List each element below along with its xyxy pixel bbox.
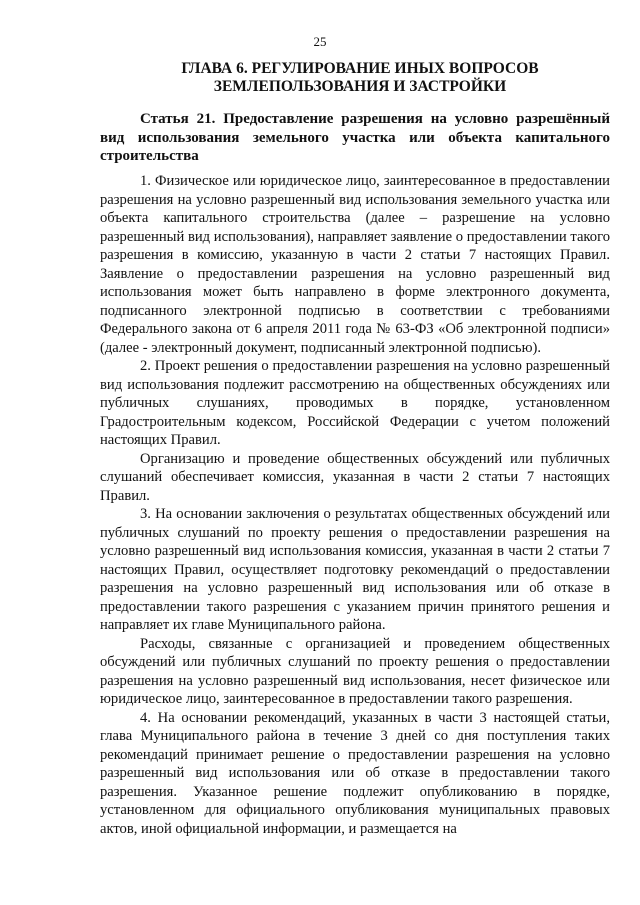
chapter-title bbox=[100, 60, 620, 96]
page-number: 25 bbox=[313, 34, 327, 49]
paragraph: Организацию и проведение общественных обсуждений или публичных слушаний обеспечивает комиссия, указанная в части 2 статьи 7 настоящих Правил. bbox=[100, 450, 610, 504]
chapter-title-line-2: ЗЕМЛЕПОЛЬЗОВАНИЯ И ЗАСТРОЙКИ bbox=[213, 78, 507, 95]
paragraph: 1. Физическое или юридическое лицо, заинтересованное в предоставлении разрешения на условно разрешенный вид использования земельного участка или объекта капитального строительства (далее – разрешение на условно разрешенный вид использования), направляет заявление о предоставлении такого разрешения в комиссию, указанную в части 2 статьи 7 настоящих Правил. Заявление о предоставлении разрешения на условно разрешенный вид использования может быть направлено в форме электронного документа, подписанного электронной подписью в соответствии с требованиями Федерального закона от 6 апреля 2011 года № 63-ФЗ «Об электронной подписи» (далее - электронный документ, подписанный электронной подписью). bbox=[100, 173, 610, 356]
paragraph: 4. На основании рекомендаций, указанных в части 3 настоящей статьи, глава Муниципального района в течение 3 дней со дня поступления таких рекомендаций принимает решение о предоставлении разрешения на условно разрешенный вид использования или об отказе в предоставлении такого разрешения. Указанное решение подлежит опубликованию в порядке, установленном для официального опубликования муниципальных правовых актов, иной официальной информации, и размещается на bbox=[100, 709, 610, 837]
document-body bbox=[100, 172, 610, 838]
paragraph: Расходы, связанные с организацией и проведением общественных обсуждений или публичных слушаний по проекту решения о предоставлении разрешения на условно разрешенный вид использования, несет физическое или юридическое лицо, заинтересованное в предоставлении такого разрешения. bbox=[100, 635, 610, 707]
paragraph: 3. На основании заключения о результатах общественных обсуждений или публичных слушаний по проекту решения о предоставлении разрешения на условно разрешенный вид использования комиссия, указанная в части 2 статьи 7 настоящих Правил, осуществляет подготовку рекомендаций о предоставлении разрешения на условно разрешенный вид использования или об отказе в предоставлении такого разрешения с указанием причин принятого решения и направляет их главе Муниципального района. bbox=[100, 506, 610, 633]
paragraph: 2. Проект решения о предоставлении разрешения на условно разрешенный вид использования подлежит рассмотрению на общественных обсуждениях или публичных слушаниях, проводимых в порядке, установленном Градостроительным кодексом, Российской Федерации с учетом положений настоящих Правил. bbox=[100, 358, 610, 448]
chapter-title-line-1: ГЛАВА 6. РЕГУЛИРОВАНИЕ ИНЫХ ВОПРОСОВ bbox=[181, 60, 539, 77]
article-title: Статья 21. Предоставление разрешения на условно разрешённый вид использования земельного участка или объекта капитального строительства bbox=[100, 111, 610, 164]
